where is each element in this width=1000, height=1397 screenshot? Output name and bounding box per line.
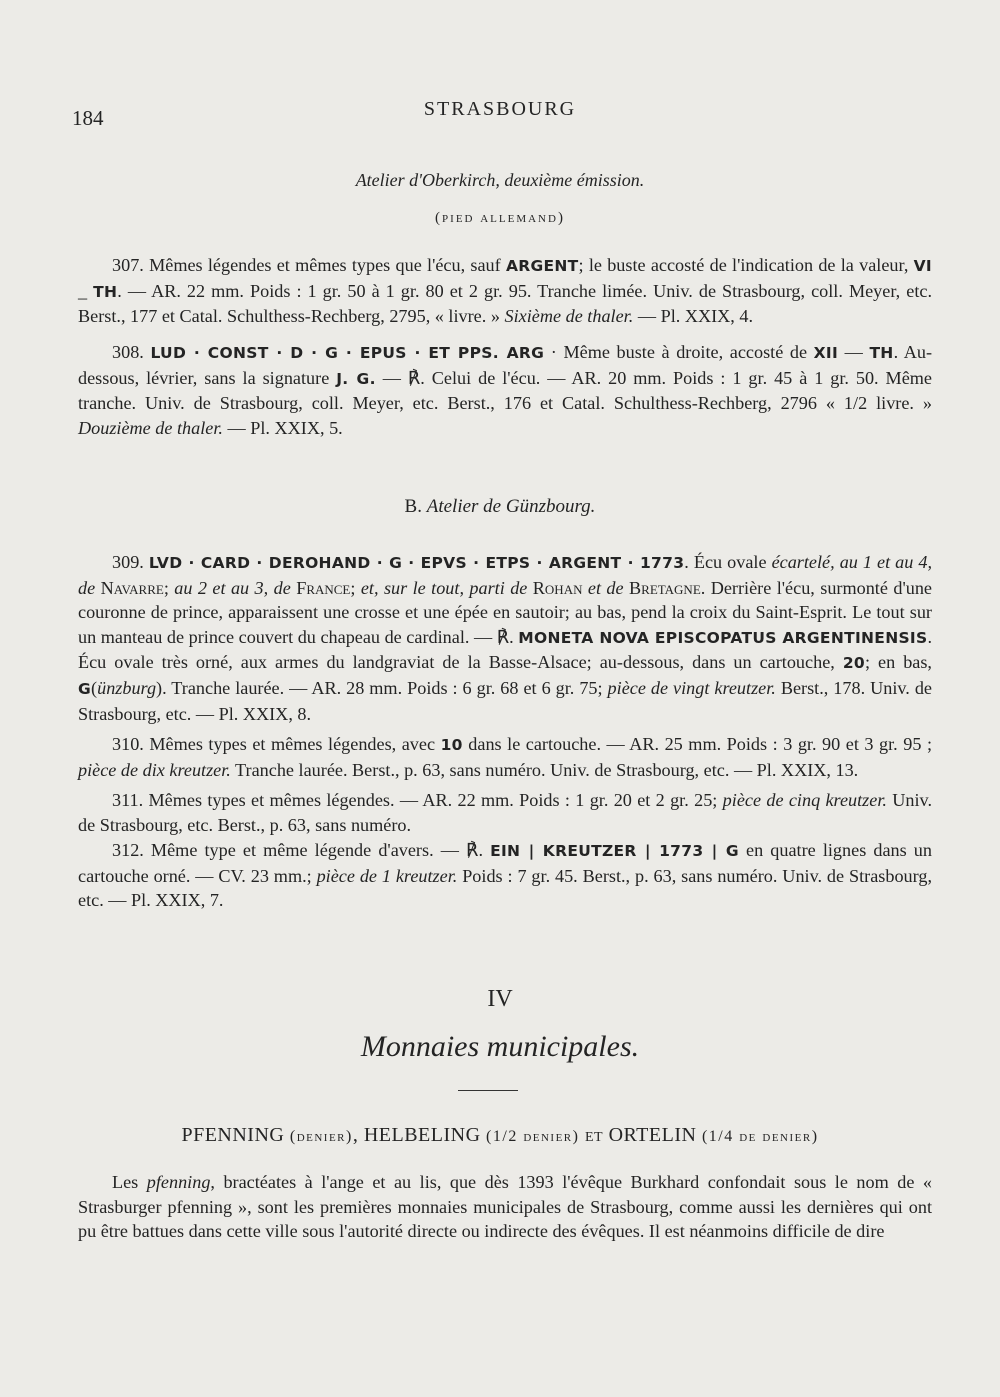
running-title: STRASBOURG xyxy=(423,98,577,120)
entry-number: 308. xyxy=(112,342,144,362)
entry-311: 311. Mêmes types et mêmes légendes. — AR. 22 mm. Poids : 1 gr. 20 et 2 gr. 25; pièce de cinq kreutzer. Univ. de Strasbourg, etc. Berst., p. 63, sans numéro. xyxy=(78,790,932,835)
section-b-title: B. Atelier de Günzbourg. xyxy=(404,496,596,517)
chapter-title: Monnaies municipales. xyxy=(360,1030,640,1063)
section-a-subtitle: (pied allemand) xyxy=(435,210,565,226)
section-a-title: Atelier d'Oberkirch, deuxième émission. xyxy=(355,170,645,190)
divider-rule xyxy=(458,1090,518,1091)
entry-307: 307. Mêmes légendes et mêmes types que l'écu, sauf ARGENT; le buste accosté de l'indication de la valeur, VI _ TH. — AR. 22 mm. Poids : 1 gr. 50 à 1 gr. 80 et 2 gr. 95. Tranche limée. Univ. de Strasbourg, coll. Meyer, etc. Berst., 177 et Catal. Schulthess-Rechberg, 2795, « livre. » Sixième de thaler. — Pl. XXIX, 4. xyxy=(78,255,932,327)
entry-number: 310. xyxy=(112,734,144,754)
entry-310: 310. Mêmes types et mêmes légendes, avec 10 dans le cartouche. — AR. 25 mm. Poids : 3 gr. 90 et 3 gr. 95 ; pièce de dix kreutzer. Tranche laurée. Berst., p. 63, sans numéro. Univ. de Strasbourg, etc. — Pl. XXIX, 13. xyxy=(78,734,932,780)
entry-312: 312. Même type et même légende d'avers. — ℟. EIN | KREUTZER | 1773 | G en quatre lignes dans un cartouche orné. — CV. 23 mm.; pièce de 1 kreutzer. Poids : 7 gr. 45. Berst., p. 63, sans numéro. Univ. de Strasbourg, etc. — Pl. XXIX, 7. xyxy=(78,840,933,911)
entry-number: 307. xyxy=(112,255,144,275)
entry-number: 311. xyxy=(112,790,144,810)
entry-308: 308. LUD · CONST · D · G · EPUS · ET PPS. ARG · Même buste à droite, accosté de XII — TH. Au-dessous, lévrier, sans la signature J. G. — ℟. Celui de l'écu. — AR. 20 mm. Poids : 1 gr. 45 à 1 gr. 50. Même tranche. Univ. de Strasbourg, coll. Meyer, etc. Berst., 176 et Catal. Schulthess-Rechberg, 2796 « 1/2 livre. » Douzième de thaler. — Pl. XXIX, 5. xyxy=(78,342,933,438)
entry-309: 309. LVD · CARD · DEROHAND · G · EPVS · ETPS · ARGENT · 1773. Écu ovale écartelé, au 1 et au 4, de Navarre; au 2 et au 3, de France; et, sur le tout, parti de Rohan et de Bretagne. Derrière l'écu, surmonté d'une couronne de prince, apparaissent une crosse et une épée en sautoir; au bas, pend la croix du Saint-Esprit. Le tout sur un manteau de prince couvert du chapeau de cardinal. — ℟. MONETA NOVA EPISCOPATUS ARGENTINENSIS. Écu ovale très orné, aux armes du landgraviat de la Basse-Alsace; au-dessous, dans un cartouche, 20; en bas, G(ünzburg). Tranche laurée. — AR. 28 mm. Poids : 6 gr. 68 et 6 gr. 75; pièce de vingt kreutzer. Berst., 178. Univ. de Strasbourg, etc. — Pl. XXIX, 8. xyxy=(78,552,933,724)
intro-paragraph: Les pfenning, bractéates à l'ange et au lis, que dès 1393 l'évêque Burkhard confondait sous le nom de « Strasburger pfenning », sont les premières monnaies municipales de Strasbourg, comme aussi les dernières qui ont pu être battues dans cette ville sous l'autorité directe ou indirecte des évêques. Il est néanmoins difficile de dire xyxy=(78,1172,932,1242)
entry-number: 312. xyxy=(112,840,144,860)
entry-number: 309. xyxy=(112,552,144,572)
chapter-number: IV xyxy=(487,986,513,1012)
page-number: 184 xyxy=(72,106,104,130)
subheading: PFENNING (denier), HELBELING (1/2 denier) et ORTELIN (1/4 de denier) xyxy=(181,1124,819,1146)
